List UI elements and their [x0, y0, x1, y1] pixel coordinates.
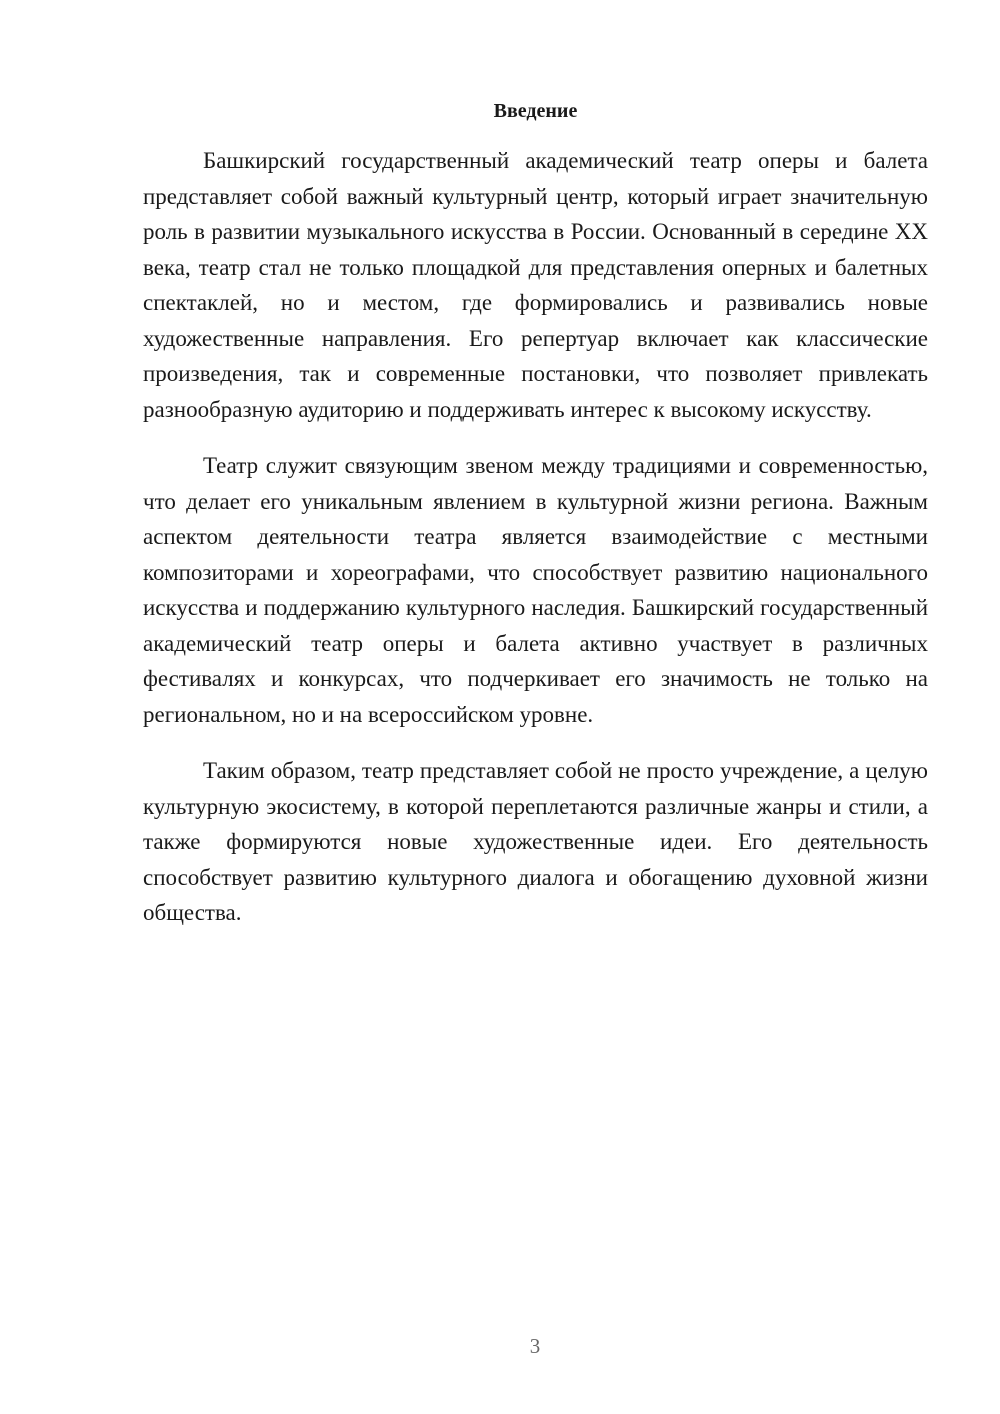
paragraph-3: Таким образом, театр представляет собой не просто учреждение, а целую культурную экосистему, в которой переплетаются различные жанры и стили, а также формируются новые художественные идеи. Его деятельность способствует развитию культурного диалога и обогащению духовной жизни общества. — [143, 758, 928, 925]
page-number: 3 — [529, 1334, 541, 1358]
body-text — [143, 143, 928, 952]
paragraph-2: Театр служит связующим звеном между традициями и современностью, что делает его уникальным явлением в культурной жизни региона. Важным аспектом деятельности театра является взаимодействие с местными композиторами и хореографами, что способствует развитию национального искусства и поддержанию культурного наследия. Башкирский государственный академический театр оперы и балета активно участвует в различных фестивалях и конкурсах, что подчеркивает его значимость не только на региональном, но и на всероссийском уровне. — [143, 453, 928, 727]
section-heading: Введение — [493, 100, 578, 122]
paragraph-1: Башкирский государственный академический театр оперы и балета представляет собой важный культурный центр, который играет значительную роль в развитии музыкального искусства в России. Основанный в середине XX века, театр стал не только площадкой для представления оперных и балетных спектаклей, но и местом, где формировались и развивались новые художественные направления. Его репертуар включает как классические произведения, так и современные постановки, что позволяет привлекать разнообразную аудиторию и поддерживать интерес к высокому искусству. — [143, 148, 928, 422]
